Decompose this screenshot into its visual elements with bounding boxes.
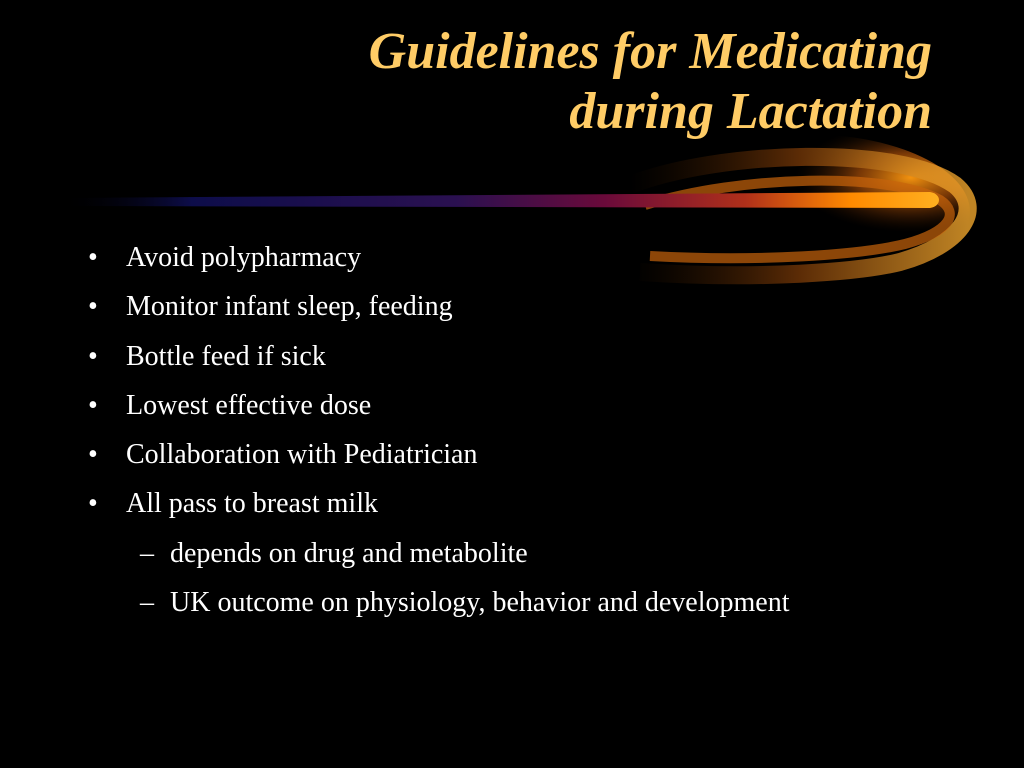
bullet-marker: • <box>88 389 98 421</box>
bullet-marker: • <box>88 340 98 372</box>
bullet-text: All pass to breast milk <box>126 488 378 520</box>
bullet-item <box>88 482 988 531</box>
sub-bullet-text: depends on drug and metabolite <box>170 537 528 569</box>
bullet-marker: • <box>88 439 98 471</box>
bullet-marker: • <box>88 242 98 273</box>
title-line-2: during Lactation <box>569 83 932 140</box>
bullet-text: Avoid polypharmacy <box>126 242 362 273</box>
bullet-marker: • <box>88 291 98 323</box>
bullet-item <box>88 335 988 384</box>
bullet-item <box>88 236 988 285</box>
bullet-text: Lowest effective dose <box>126 389 372 421</box>
swoosh-beam <box>60 192 939 208</box>
sub-bullet-text: UK outcome on physiology, behavior and development <box>170 587 790 619</box>
sub-bullet-marker: – <box>140 537 154 569</box>
bullet-text: Bottle feed if sick <box>126 340 326 372</box>
bullet-text: Collaboration with Pediatrician <box>126 439 478 471</box>
sub-bullet-item <box>88 532 988 581</box>
bullet-item <box>88 384 988 433</box>
bullet-list <box>88 236 988 630</box>
sub-bullet-item <box>88 581 988 630</box>
sub-bullet-marker: – <box>140 587 154 619</box>
slide-title <box>172 22 932 142</box>
bullet-item <box>88 285 988 334</box>
bullet-item <box>88 433 988 482</box>
bullet-text: Monitor infant sleep, feeding <box>126 291 453 323</box>
title-line-1: Guidelines for Medicating <box>368 23 932 80</box>
bullet-marker: • <box>88 488 98 520</box>
